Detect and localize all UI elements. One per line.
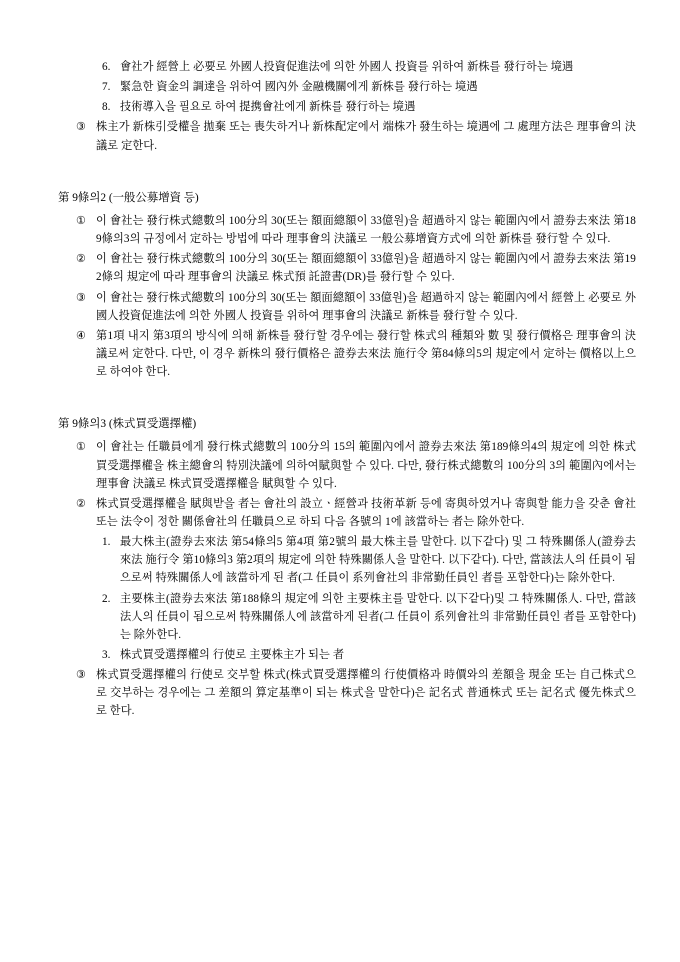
list-text: 株式買受選擇權의 行使로 交부할 株式(株式買受選擇權의 行使價格과 時價와의 差額을 現金 또는 自己株式으로 交부하는 경우에는 그 差額의 算定基準이 되는 株式을 말한다)은 記名式 普通株式 또는 記名式 優先株式으로 한다.: [96, 669, 636, 718]
list-marker: ②: [76, 497, 87, 510]
list-item: [56, 590, 636, 644]
list-item: [56, 646, 636, 664]
list-marker: 8.: [102, 101, 111, 114]
article-heading: 第 9條의2 (一般公募增資 등): [58, 191, 199, 204]
list-item: [56, 666, 636, 720]
section-article-9-2: [56, 189, 636, 382]
list-item: [56, 533, 636, 587]
section-article-9-3: [56, 415, 636, 720]
list-text: 株式買受選擇權의 行使로 主要株主가 되는 者: [120, 649, 345, 662]
list-marker: 1.: [102, 536, 111, 549]
list-marker: 6.: [102, 61, 111, 73]
list-text: 第1項 내지 第3項의 방식에 의해 新株를 發行할 경우에는 發行할 株式의 種類와 數 및 發行價格은 理事會의 決議로써 定한다. 다만, 이 경우 新株의 發行價格은 證券去來法 施行令 第84條의5의 規定에서 定하는 價格以上으로 하여야 한다.: [96, 329, 636, 379]
list-marker: ③: [76, 121, 87, 134]
list-marker: ④: [76, 329, 87, 342]
list-item: [56, 58, 636, 76]
list-item: [56, 78, 636, 96]
list-text: 株主가 新株引受權을 拋棄 또는 喪失하거나 新株配定에서 端株가 發生하는 境遇에 그 處理方法은 理事會의 決議로 定한다.: [96, 121, 636, 152]
list-text: 이 會社는 發行株式總數의 100分의 30(또는 額面總額이 33億원)을 超過하지 않는 範圍內에서 經營上 必要로 外國人投資促進法에 의한 外國人 投資를 위하여 理事會의 決議로 新株를 發行할 수 있다.: [96, 291, 636, 322]
list-text: 會社가 經營上 必要로 外國人投資促進法에 의한 外國人 投資를 위하여 新株를 發行하는 境遇: [120, 61, 574, 73]
list-text: 이 會社는 發行株式總數의 100分의 30(또는 額面總額이 33億원)을 超過하지 않는 範圍內에서 證券去來法 第192條의 規定에 따라 理事會의 決議로 株式預 託證書(DR)를 發行할 수 있다.: [96, 253, 636, 284]
article-heading: 第 9條의3 (株式買受選擇權): [58, 418, 197, 431]
list-marker: ①: [76, 441, 87, 454]
list-item: [56, 289, 636, 325]
section-spacer: [56, 155, 636, 173]
list-text: 技術導入을 필요로 하여 提携會社에게 新株를 發行하는 境遇: [120, 101, 416, 114]
list-item: [56, 495, 636, 531]
list-item: [56, 438, 636, 492]
list-text: 緊急한 資金의 調達을 위하여 國內外 金融機關에게 新株를 發行하는 境遇: [120, 81, 478, 94]
list-text: 主要株主(證券去來法 第188條의 規定에 의한 主要株主를 말한다. 以下같다)및 그 特殊關係人. 다만, 當該法人의 任員이 됨으로써 特殊關係人에 該當하게 된者(그 任員이 系列會社의 非常勤任員인 者를 포함한다)는 除外한다.: [120, 592, 636, 641]
list-text: 最大株主(證券去來法 第54條의5 第4項 第2號의 最大株主를 말한다. 以下같다) 및 그 特殊關係人(證券去來法 施行令 第10條의3 第2項의 規定에 의한 特殊關係人을 말한다. 以下같다). 다만, 當該法人의 任員이 됨으로써 特殊關係人에 該當하게 된 者(그 任員이 系列會社의 非常勤任員인 者를 포함한다)는 除外한다.: [120, 536, 636, 585]
list-text: 이 會社는 任職員에게 發行株式總數의 100分의 15의 範圍內에서 證券去來法 第189條의4의 規定에 의한 株式買受選擇權을 株主總會의 特別決議에 의하여賦與할 수 있다. 다만, 發行株式總數의 100分의 3의 範圍內에서는 理事會 決議로 株式買受選擇權을 賦與할 수 있다.: [96, 441, 636, 490]
list-item: [56, 327, 636, 381]
list-marker: ①: [76, 214, 87, 227]
list-item: [56, 118, 636, 154]
list-item: [56, 212, 636, 248]
list-marker: 2.: [102, 592, 111, 605]
list-marker: 3.: [102, 649, 111, 662]
list-item: [56, 250, 636, 286]
list-marker: ③: [76, 291, 87, 304]
section-spacer: [56, 381, 636, 399]
list-marker: 7.: [102, 81, 111, 94]
list-marker: ②: [76, 253, 87, 266]
list-text: 株式買受選擇權을 賦與받을 者는 會社의 設立ㆍ經營과 技術革新 등에 寄與하였거나 寄與할 能力을 갖춘 會社 또는 法令이 정한 關係會社의 任職員으로 하되 다음 各號의 1에 該當하는 者는 除外한다.: [96, 497, 636, 529]
list-marker: ③: [76, 669, 87, 682]
list-text: 이 會社는 發行株式總數의 100分의 30(또는 額面總額이 33億원)을 超過하지 않는 範圍內에서 證券去來法 第189條의3의 규정에서 定하는 방법에 따라 理事會의 決議로 一般公募增資方式에 의한 新株를 發行할 수 있다.: [96, 214, 636, 246]
section-pre-article-items: [56, 58, 636, 155]
list-item: [56, 98, 636, 116]
